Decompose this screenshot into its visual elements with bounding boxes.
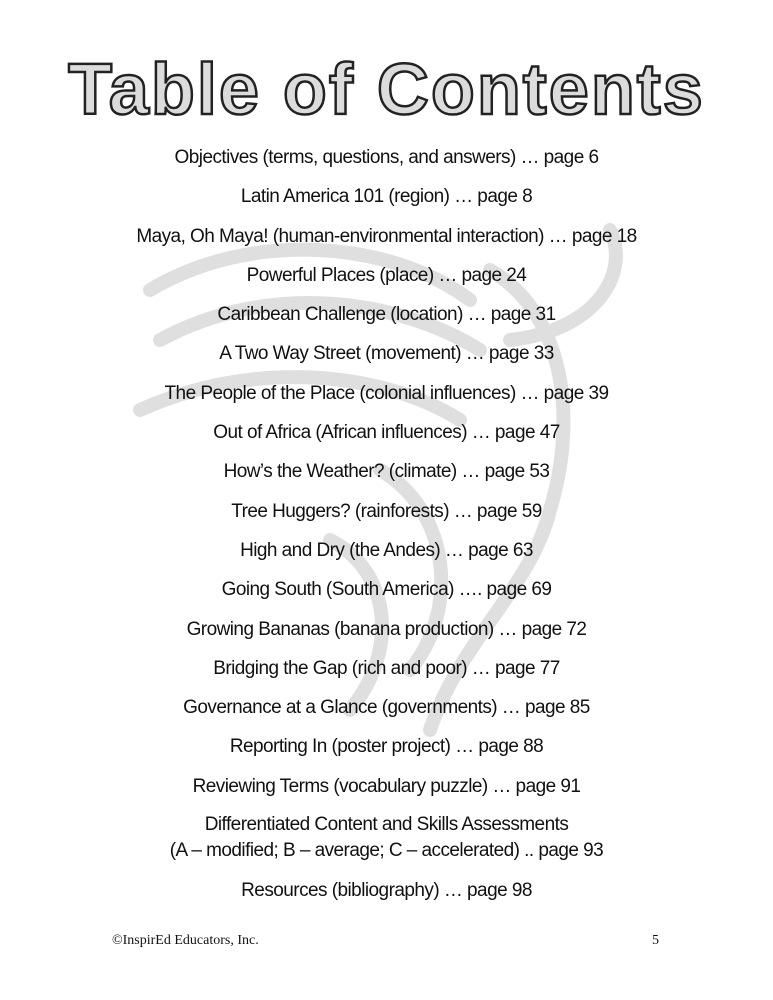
toc-entry: Growing Bananas (banana production) … page 72	[186, 618, 587, 640]
page-title: Table of Contents	[68, 50, 705, 130]
toc-entry: Governance at a Glance (governments) … page 85	[183, 697, 590, 719]
table-of-contents	[0, 144, 773, 916]
toc-entry: Resources (bibliography) … page 98	[241, 880, 532, 902]
toc-entry-assessments	[0, 812, 773, 877]
footer-page-number: 5	[652, 933, 659, 948]
toc-entry: Latin America 101 (region) … page 8	[240, 186, 533, 208]
toc-entry: Reviewing Terms (vocabulary puzzle) … page 91	[192, 775, 581, 797]
toc-entry-line: Differentiated Content and Skills Assessments	[204, 814, 569, 836]
toc-entry: The People of the Place (colonial influences) … page 39	[164, 382, 609, 404]
toc-entry: Powerful Places (place) … page 24	[246, 264, 527, 286]
toc-entry: Bridging the Gap (rich and poor) … page 77	[213, 657, 560, 679]
toc-entry: Going South (South America) …. page 69	[221, 579, 552, 601]
toc-entry: Objectives (terms, questions, and answers) … page 6	[174, 147, 599, 168]
toc-entry: Tree Huggers? (rainforests) … page 59	[231, 500, 542, 522]
toc-entry: Maya, Oh Maya! (human-environmental interaction) … page 18	[136, 225, 637, 247]
toc-entry: High and Dry (the Andes) … page 63	[240, 539, 533, 561]
toc-entry: Out of Africa (African influences) … page 47	[213, 422, 560, 444]
toc-entry-line: (A – modified; B – average; C – accelerated) .. page 93	[169, 840, 604, 862]
footer-copyright: ©InspirEd Educators, Inc.	[112, 933, 259, 948]
toc-entry: Caribbean Challenge (location) … page 31	[217, 304, 556, 326]
toc-entry: A Two Way Street (movement) … page 33	[219, 343, 554, 365]
toc-entry: How’s the Weather? (climate) … page 53	[223, 461, 550, 483]
toc-entry: Reporting In (poster project) … page 88	[229, 736, 544, 758]
